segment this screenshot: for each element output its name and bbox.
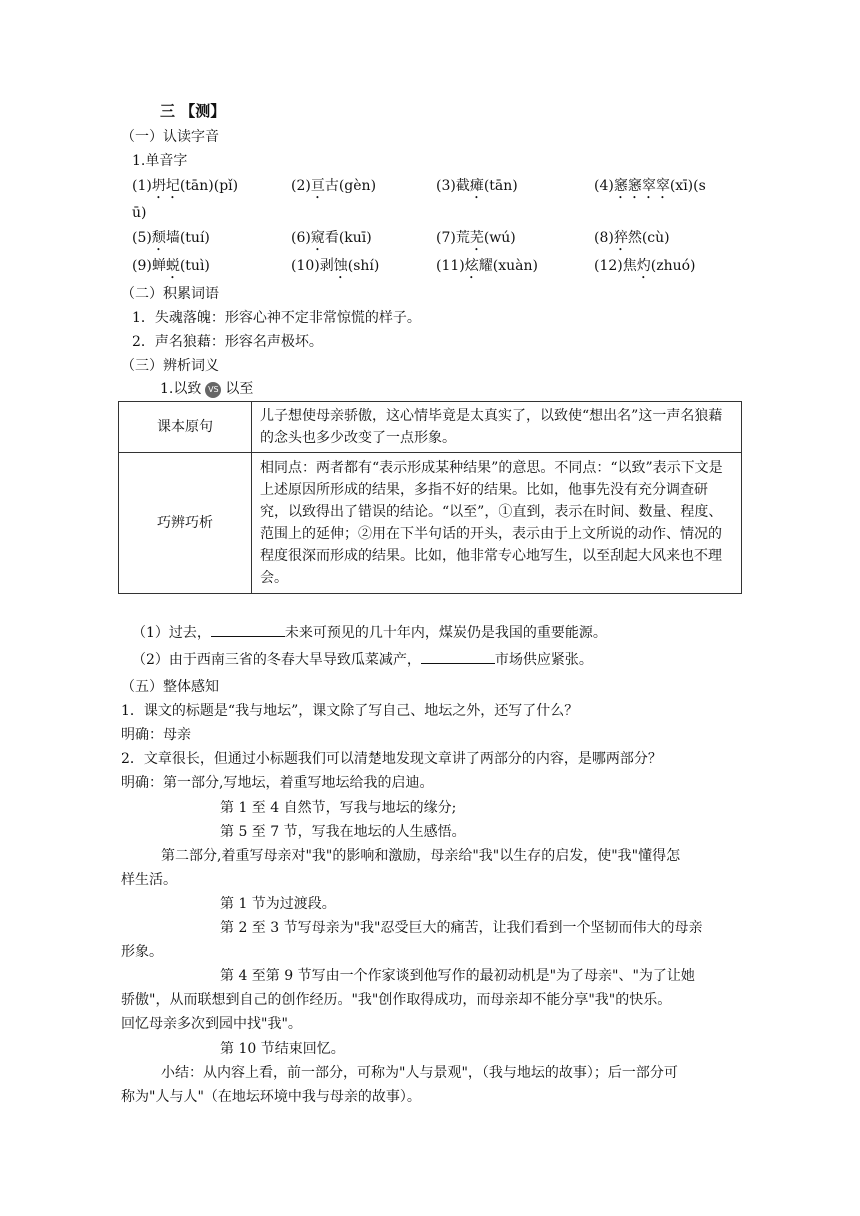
part2-item-c-cont-1: 骄傲"，从而联想到自己的创作经历。"我"创作取得成功，而母亲却不能分享"我"的快乐。 [121, 992, 672, 1008]
section-title: 三 【测】 [160, 102, 226, 120]
question-1: 1．课文的标题是“我与地坛”，课文除了写自己、地坛之外，还写了什么？ [121, 703, 579, 719]
pinyin-item-3: (3)截瘫(tān) [436, 178, 518, 194]
summary-line-2: 称为"人与人"（在地坛环境中我与母亲的故事）。 [121, 1089, 421, 1105]
part2-intro: 第二部分,着重写母亲对"我"的影响和激励，母亲给"我"以生存的启发，使"我"懂得怎 [161, 848, 681, 864]
pinyin-item-4-cont: ū) [132, 205, 147, 221]
part2-item-a: 第 1 节为过渡段。 [220, 896, 336, 912]
pinyin-item-12: (12)焦灼(zhuó) [594, 258, 696, 274]
table-cell-analysis: 相同点：两者都有“表示形成某种结果”的意思。不同点：“以致”表示下文是上述原因所形成的结果，多指不好的结果。比如，他事先没有充分调查研究，以致得出了错误的结论。“以至”，①直到，表示在时间、数量、程度、范围上的延伸；②用在下半句话的开头，表示由于上文所说的动作、情况的程度很深而形成的结果。比如，他非常专心地写生，以至刮起大风来也不理会。 [252, 453, 742, 594]
part2-intro-cont: 样生活。 [121, 872, 177, 888]
answer-2: 明确：第一部分,写地坛，着重写地坛给我的启迪。 [121, 775, 434, 791]
answer-blank-2[interactable] [421, 649, 495, 664]
pinyin-item-11: (11)炫耀(xuàn) [436, 258, 538, 274]
exercise-2 [132, 649, 593, 670]
pinyin-item-8: (8)猝然(cù) [594, 230, 670, 246]
exercise-2-post: 市场供应紧张。 [494, 652, 593, 668]
answer-2-line-2: 第 5 至 7 节，写我在地坛的人生感悟。 [220, 824, 466, 840]
pinyin-item-4: (4)窸窸窣窣(xī)(s [594, 178, 706, 194]
table-row [119, 453, 742, 594]
heading-word-analysis: （三）辨析词义 [121, 358, 219, 374]
answer-2-line-1: 第 1 至 4 自然节，写我与地坛的缘分; [220, 800, 457, 816]
word-right: 以至 [225, 381, 254, 397]
comparison-table [118, 401, 742, 594]
table-head-original: 课本原句 [119, 402, 252, 453]
pinyin-item-9: (9)蝉蜕(tuì) [132, 258, 210, 274]
vocab-item-1: 1．失魂落魄：形容心神不定非常惊慌的样子。 [132, 310, 421, 326]
exercise-1-post: 未来可预见的几十年内，煤炭仍是我国的重要能源。 [284, 625, 607, 641]
answer-1: 明确：母亲 [121, 727, 191, 743]
heading-pronunciation: （一）认读字音 [121, 129, 219, 145]
pinyin-item-7: (7)荒芜(wú) [436, 230, 516, 246]
single-char-subheading: 1.单音字 [132, 153, 188, 169]
summary-line-1: 小结：从内容上看，前一部分，可称为"人与景观"，（我与地坛的故事）；后一部分可 [161, 1065, 678, 1081]
heading-vocabulary: （二）积累词语 [121, 286, 219, 302]
part2-item-d: 第 10 节结束回忆。 [220, 1041, 345, 1057]
exercise-2-pre: （2）由于西南三省的冬春大旱导致瓜菜减产， [132, 652, 421, 668]
table-head-analysis: 巧辨巧析 [119, 453, 252, 594]
question-2: 2．文章很长，但通过小标题我们可以清楚地发现文章讲了两部分的内容，是哪两部分？ [121, 751, 662, 767]
part2-item-c-cont-2: 回忆母亲多次到园中找"我"。 [121, 1016, 302, 1032]
word-left: 1.以致 [160, 381, 202, 397]
vs-icon: VS [205, 382, 221, 398]
part2-item-c: 第 4 至第 9 节写由一个作家谈到他写作的最初动机是"为了母亲"、"为了让她 [220, 968, 695, 984]
pinyin-item-6: (6)窥看(kuī) [291, 230, 372, 246]
exercise-1 [132, 622, 607, 643]
table-row [119, 402, 742, 453]
vocab-item-2: 2．声名狼藉：形容名声极坏。 [132, 334, 323, 350]
pinyin-item-5: (5)颓墙(tuí) [132, 230, 210, 246]
part2-item-b-cont: 形象。 [121, 944, 163, 960]
pinyin-item-1: (1)坍圮(tān)(pǐ) [132, 178, 239, 194]
answer-blank-1[interactable] [211, 622, 285, 637]
exercise-1-pre: （1）过去， [132, 625, 211, 641]
word-pair [160, 379, 253, 399]
pinyin-item-10: (10)剥蚀(shí) [291, 258, 380, 274]
part2-item-b: 第 2 至 3 节写母亲为"我"忍受巨大的痛苦，让我们看到一个坚韧而伟大的母亲 [220, 920, 703, 936]
heading-overall: （五）整体感知 [121, 679, 219, 695]
table-cell-original: 儿子想使母亲骄傲，这心情毕竟是太真实了，以致使“想出名”这一声名狼藉的念头也多少改变了一点形象。 [252, 402, 742, 453]
pinyin-item-2: (2)亘古(gèn) [291, 178, 377, 194]
